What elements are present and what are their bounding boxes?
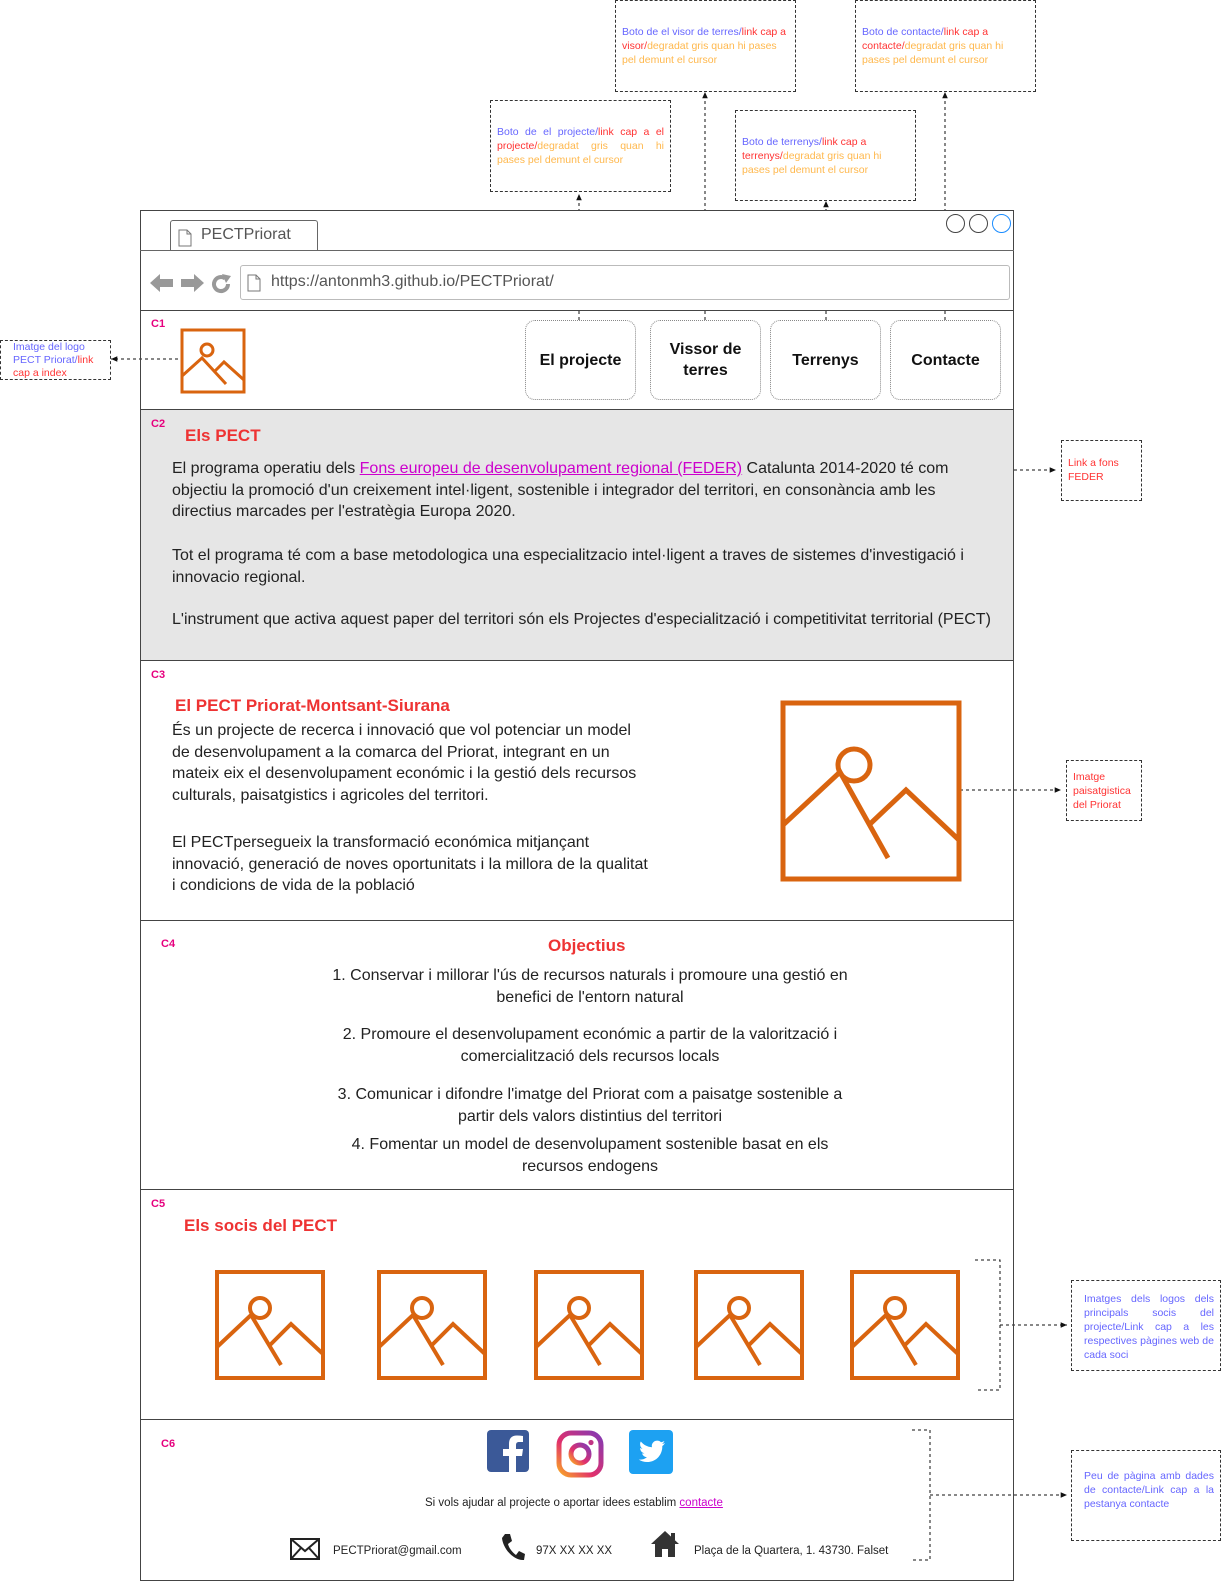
objective-item: 1. Conservar i millorar l'ús de recursos naturals i promoure una gestió en benefici de l'entorn natural [332,967,848,1006]
annotation-terrenys: Boto de terrenys/link cap a terrenys/degradat gris quan hi pases pel demunt el cursor [735,110,916,201]
section-tag: C2 [151,418,166,430]
footer-email: PECTPriorat@gmail.com [333,1545,462,1557]
footer-cta [425,1497,723,1509]
c2-paragraph-2: Tot el programa té com a base metodologica una especialitzacio intel·ligent a traves de sistemes d'investigació i innovacio regional. [172,547,964,586]
cta-text: Si vols ajudar al projecte o aportar idees establim [425,1497,680,1509]
annotation-projecte: Boto de el projecte/link cap a el projecte/degradat gris quan hi pases pel demunt el cursor [490,100,671,192]
browser-tab[interactable] [170,220,318,251]
tab-strip-line [140,250,1014,251]
partner-logo-placeholder-icon[interactable] [377,1270,487,1380]
facebook-icon[interactable] [487,1430,529,1472]
tab-title: PECTPriorat [201,226,291,243]
nav-label-visor-line2: terres [683,362,728,379]
home-icon [650,1530,680,1558]
instagram-icon[interactable] [556,1430,604,1478]
nav-label-projecte: El projecte [539,351,622,369]
section-tag: C1 [151,318,166,330]
phone-icon [500,1532,526,1562]
partner-logo-placeholder-icon[interactable] [534,1270,644,1380]
nav-label-terrenys: Terrenys [792,351,859,369]
c2-p1-pre: El programa operatiu dels [172,460,360,477]
partner-logo-placeholder-icon[interactable] [694,1270,804,1380]
annotation-logo: Imatge del logo PECT Priorat/link cap a index [0,340,111,380]
document-icon [178,229,192,247]
nav-button-projecte[interactable] [525,320,636,400]
logo-image-placeholder-icon[interactable] [180,328,246,394]
back-arrow-icon[interactable] [150,273,174,293]
feder-link[interactable]: Fons europeu de desenvolupament regional (FEDER) [359,460,743,477]
c4-heading: Objectius [548,936,626,955]
objective-item: 3. Comunicar i difondre l'imatge del Priorat com a paisatge sostenible a partir dels valors distintius del territori [337,1086,843,1125]
c3-paragraph-2: El PECTpersegueix la transformació económica mitjançant innovació, generació de noves oportunitats i la millora de la qualitat i condicions de vida de la població [172,834,648,894]
c3-paragraph-1: És un projecte de recerca i innovació que vol potenciar un model de desenvolupament a la comarca del Priorat, integrant en un mateix eix el desenvolupament económic i la gestió dels recursos culturals, paisatgistics i agricoles del territori. [172,722,637,804]
footer-phone: 97X XX XX XX [536,1545,613,1557]
c2-paragraph-3: L'instrument que activa aquest paper del territori són els Projectes d'especialització i competitivitat territorial (PECT) [172,611,991,628]
reload-icon[interactable] [210,273,232,295]
section-tag: C3 [151,669,166,681]
c2-paragraph-1 [172,458,992,523]
annotation-peu: Peu de pàgina amb dades de contacte/Link cap a la pestanya contacte [1071,1450,1221,1541]
annotation-paisatge: Imatge paisatgistica del Priorat [1066,760,1142,821]
window-control-2[interactable] [969,214,988,233]
footer-address: Plaça de la Quartera, 1. 43730. Falset [694,1545,889,1557]
c2-heading: Els PECT [185,426,261,445]
nav-button-contacte[interactable] [890,320,1001,400]
c2-p1-post: Catalunta 2014-2020 té com objectiu la promoció d'un creixement intel·ligent, sostenible i integrador del territori, en consonància amb les directius marcades per l'estratègia Europa 2020. [172,460,949,520]
annotation-contacte: Boto de contacte/link cap a contacte/degradat gris quan hi pases pel demunt el cursor [855,0,1036,92]
annotation-visor: Boto de el visor de terres/link cap a visor/degradat gris quan hi pases pel demunt el cursor [615,0,796,92]
forward-arrow-icon[interactable] [180,273,204,293]
twitter-icon[interactable] [629,1430,673,1474]
document-icon [247,274,261,292]
url-text: https://antonmh3.github.io/PECTPriorat/ [271,273,554,290]
nav-label-contacte: Contacte [911,351,980,369]
objective-item: 4. Fomentar un model de desenvolupament sostenible basat en els recursos endogens [351,1136,829,1175]
partner-logo-placeholder-icon[interactable] [215,1270,325,1380]
section-tag: C4 [161,938,176,950]
partner-logo-placeholder-icon[interactable] [850,1270,960,1380]
address-bar[interactable] [240,265,1010,300]
landscape-image-placeholder-icon [780,700,962,882]
window-control-1[interactable] [946,214,965,233]
c3-heading: El PECT Priorat-Montsant-Siurana [175,696,450,715]
window-control-3[interactable] [992,214,1011,233]
c5-heading: Els socis del PECT [184,1216,338,1235]
section-tag: C6 [161,1438,176,1450]
nav-button-visor[interactable] [650,320,761,400]
annotation-feder: Link a fons FEDER [1061,440,1142,501]
annotation-socis: Imatges dels logos dels principals socis del projecte/Link cap a les respectives pàgines web de cada soci [1071,1280,1221,1371]
contacte-link[interactable]: contacte [679,1497,723,1509]
nav-label-visor-line1: Vissor de [669,341,742,358]
nav-button-terrenys[interactable] [770,320,881,400]
section-tag: C5 [151,1198,166,1210]
objective-item: 2. Promoure el desenvolupament económic a partir de la valorització i comercialització dels recursos locals [342,1026,838,1065]
envelope-icon [290,1538,320,1560]
